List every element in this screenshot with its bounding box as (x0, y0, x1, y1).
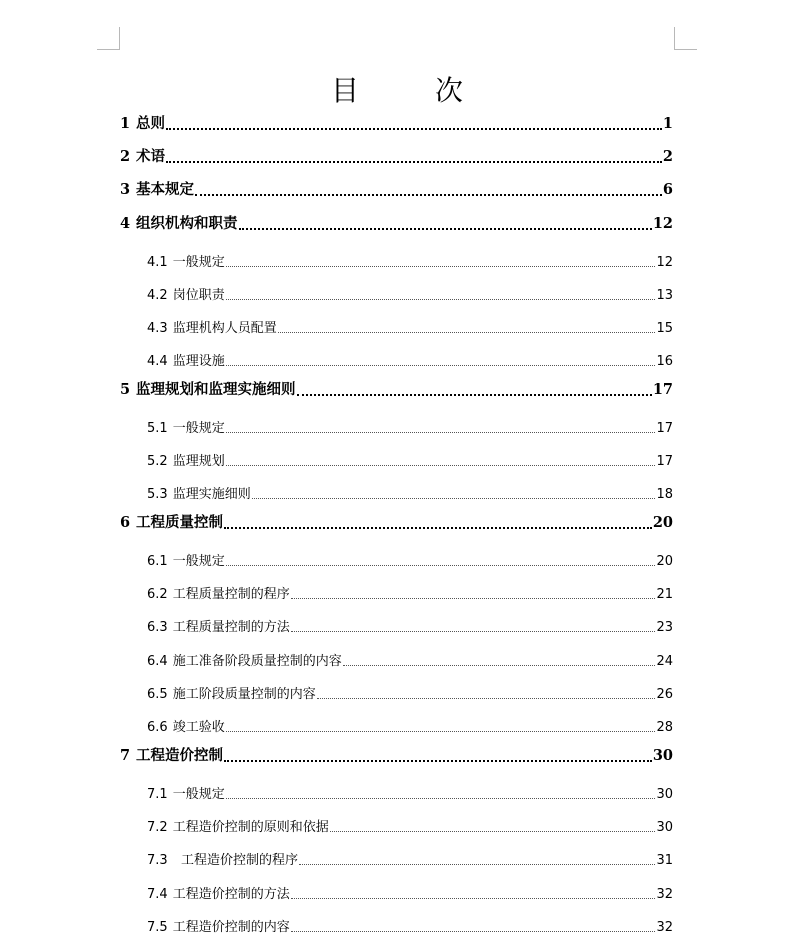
toc-section-entry[interactable] (147, 716, 673, 735)
toc-section-entry[interactable] (147, 350, 673, 369)
toc-dot-leader (166, 128, 662, 130)
toc-entry-number: 4.1 (147, 255, 168, 270)
toc-dot-leader (226, 266, 656, 267)
toc-section-entry[interactable] (147, 683, 673, 702)
toc-chapter-entry[interactable] (120, 378, 673, 399)
toc-entry-title: 一般规定 (172, 554, 225, 569)
toc-entry-number: 4.4 (147, 354, 168, 369)
toc-entry-title: 一般规定 (172, 255, 225, 270)
toc-dot-leader (226, 432, 656, 433)
toc-entry-page-number: 28 (656, 720, 673, 735)
toc-entry-page-number: 16 (656, 354, 673, 369)
toc-dot-leader (291, 931, 656, 932)
toc-entry-title: 基本规定 (136, 181, 194, 198)
toc-entry-number: 6.2 (147, 587, 168, 602)
toc-chapter-entry[interactable] (120, 112, 673, 133)
toc-entry-page-number: 6 (662, 181, 673, 198)
toc-section-entry[interactable] (147, 317, 673, 336)
toc-entry-number: 6.6 (147, 720, 168, 735)
toc-chapter-entry[interactable] (120, 145, 673, 166)
toc-entry-page-number: 12 (652, 215, 673, 232)
toc-entry-page-number: 24 (656, 654, 673, 669)
toc-dot-leader (166, 161, 662, 163)
toc-entry-page-number: 26 (656, 687, 673, 702)
toc-entry-page-number: 17 (652, 381, 673, 398)
toc-entry-title: 工程造价控制的方法 (172, 887, 290, 902)
toc-entry-title: 总则 (136, 115, 165, 132)
toc-section-entry[interactable] (147, 816, 673, 835)
toc-entry-title: 工程质量控制的程序 (172, 587, 290, 602)
toc-entry-page-number: 20 (656, 554, 673, 569)
toc-entry-number: 6.3 (147, 620, 168, 635)
toc-chapter-entry[interactable] (120, 511, 673, 532)
toc-dot-leader (252, 498, 656, 499)
toc-entry-page-number: 2 (662, 148, 673, 165)
toc-section-entry[interactable] (147, 417, 673, 436)
toc-section-entry[interactable] (147, 883, 673, 902)
toc-entry-page-number: 18 (656, 487, 673, 502)
toc-entry-number: 5.1 (147, 421, 168, 436)
toc-entry-page-number: 32 (656, 920, 673, 935)
toc-dot-leader (195, 194, 662, 196)
crop-mark-top-right (674, 27, 697, 50)
toc-entry-number: 7.4 (147, 887, 168, 902)
toc-section-entry[interactable] (147, 251, 673, 270)
toc-dot-leader (226, 731, 656, 732)
toc-entry-page-number: 12 (656, 255, 673, 270)
toc-entry-title: 一般规定 (172, 787, 225, 802)
toc-entry-page-number: 31 (656, 853, 673, 868)
toc-entry-page-number: 20 (652, 514, 673, 531)
toc-entry-number: 6 (120, 514, 131, 531)
toc-section-entry[interactable] (147, 650, 673, 669)
toc-entry-number: 7.1 (147, 787, 168, 802)
toc-section-entry[interactable] (147, 483, 673, 502)
toc-chapter-entry[interactable] (120, 178, 673, 199)
toc-dot-leader (297, 394, 652, 396)
toc-dot-leader (299, 864, 656, 865)
toc-chapter-entry[interactable] (120, 212, 673, 233)
toc-section-entry[interactable] (147, 550, 673, 569)
toc-entry-number: 4.2 (147, 288, 168, 303)
toc-section-entry[interactable] (147, 783, 673, 802)
toc-dot-leader (226, 365, 656, 366)
toc-entry-number: 3 (120, 181, 131, 198)
toc-entry-number: 6.1 (147, 554, 168, 569)
toc-entry-page-number: 1 (662, 115, 673, 132)
toc-dot-leader (226, 565, 656, 566)
toc-dot-leader (291, 598, 656, 599)
toc-dot-leader (226, 465, 656, 466)
toc-entry-number: 7.2 (147, 820, 168, 835)
toc-entry-number: 4 (120, 215, 131, 232)
toc-dot-leader (278, 332, 656, 333)
toc-entry-page-number: 15 (656, 321, 673, 336)
toc-entry-page-number: 17 (656, 454, 673, 469)
toc-entry-title: 监理设施 (172, 354, 225, 369)
toc-entry-page-number: 21 (656, 587, 673, 602)
toc-entry-number: 5.2 (147, 454, 168, 469)
toc-entry-number: 5 (120, 381, 131, 398)
toc-entry-page-number: 30 (656, 820, 673, 835)
toc-entry-title: 工程造价控制 (136, 747, 223, 764)
toc-entry-page-number: 32 (656, 887, 673, 902)
crop-mark-top-left (97, 27, 120, 50)
toc-entry-title: 工程质量控制 (136, 514, 223, 531)
toc-dot-leader (224, 527, 652, 529)
toc-section-entry[interactable] (147, 916, 673, 935)
toc-section-entry[interactable] (147, 849, 673, 868)
toc-entry-title: 一般规定 (172, 421, 225, 436)
toc-section-entry[interactable] (147, 616, 673, 635)
toc-entry-number: 2 (120, 148, 131, 165)
toc-entry-title: 施工准备阶段质量控制的内容 (172, 654, 342, 669)
toc-entry-number: 7.3 (147, 853, 168, 868)
toc-dot-leader (330, 831, 656, 832)
toc-chapter-entry[interactable] (120, 744, 673, 765)
toc-dot-leader (224, 760, 652, 762)
toc-entry-page-number: 13 (656, 288, 673, 303)
toc-entry-title: 施工阶段质量控制的内容 (172, 687, 316, 702)
toc-entry-page-number: 30 (652, 747, 673, 764)
toc-dot-leader (291, 898, 656, 899)
toc-dot-leader (226, 798, 656, 799)
toc-entry-title: 术语 (136, 148, 165, 165)
toc-entry-number: 6.4 (147, 654, 168, 669)
toc-entry-page-number: 23 (656, 620, 673, 635)
toc-dot-leader (343, 665, 656, 666)
toc-entry-title: 工程造价控制的程序 (172, 853, 298, 868)
toc-entry-title: 竣工验收 (172, 720, 225, 735)
toc-entry-title: 监理机构人员配置 (172, 321, 277, 336)
toc-entry-number: 6.5 (147, 687, 168, 702)
toc-section-entry[interactable] (147, 583, 673, 602)
toc-section-entry[interactable] (147, 450, 673, 469)
toc-section-entry[interactable] (147, 284, 673, 303)
toc-entry-number: 1 (120, 115, 131, 132)
toc-entry-number: 4.3 (147, 321, 168, 336)
toc-entry-title: 监理规划 (172, 454, 225, 469)
toc-entry-title: 监理规划和监理实施细则 (136, 381, 296, 398)
toc-title: 目 次 (330, 73, 487, 107)
toc-entry-title: 监理实施细则 (172, 487, 251, 502)
toc-entry-title: 组织机构和职责 (136, 215, 238, 232)
toc-entry-title: 工程质量控制的方法 (172, 620, 290, 635)
toc-entry-title: 工程造价控制的原则和依据 (172, 820, 329, 835)
toc-entry-page-number: 17 (656, 421, 673, 436)
toc-dot-leader (291, 631, 656, 632)
toc-entry-page-number: 30 (656, 787, 673, 802)
toc-dot-leader (317, 698, 656, 699)
toc-entry-title: 岗位职责 (172, 288, 225, 303)
toc-dot-leader (239, 228, 652, 230)
toc-entry-title: 工程造价控制的内容 (172, 920, 290, 935)
toc-entry-number: 7 (120, 747, 131, 764)
toc-entry-number: 7.5 (147, 920, 168, 935)
toc-dot-leader (226, 299, 656, 300)
toc-entry-number: 5.3 (147, 487, 168, 502)
